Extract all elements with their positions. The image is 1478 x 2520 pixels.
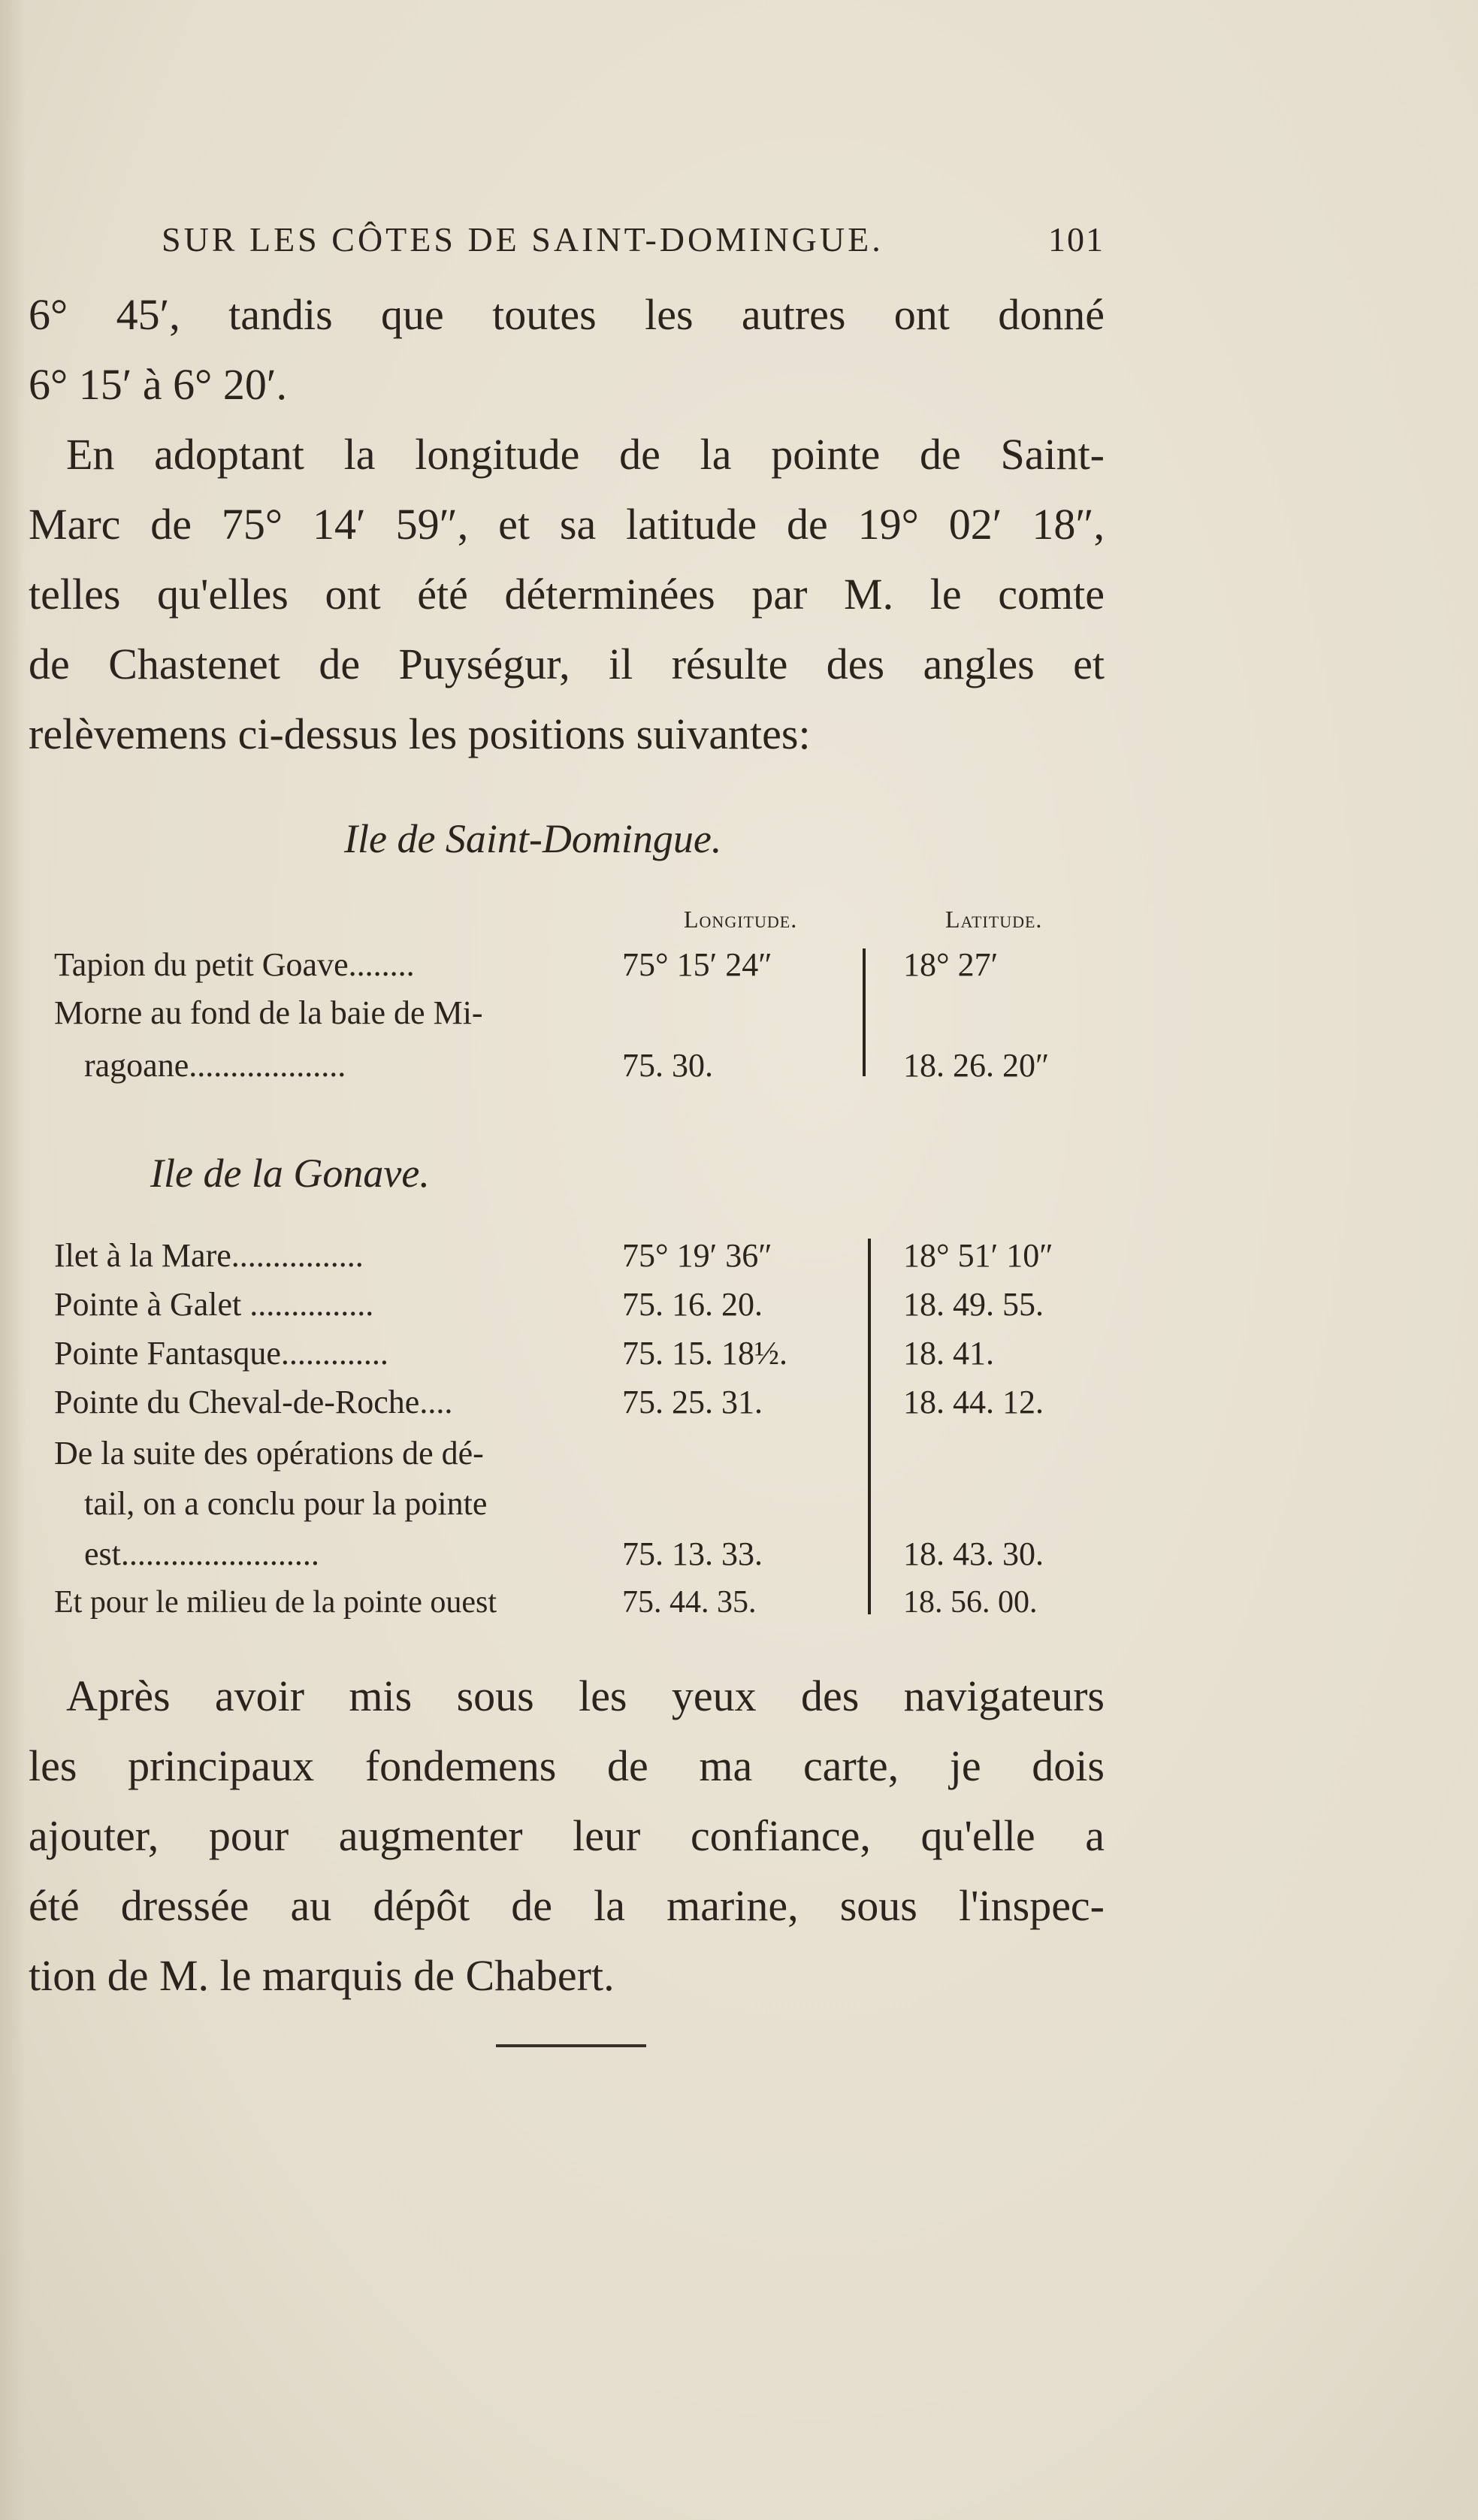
table-row bbox=[54, 1383, 1106, 1432]
table-row bbox=[54, 1334, 1106, 1384]
section-title-saint-domingue: Ile de Saint-Domingue. bbox=[344, 816, 722, 861]
latitude-value: 18. 43. 30. bbox=[903, 1535, 1044, 1572]
latitude-value: 18. 41. bbox=[903, 1335, 994, 1372]
table-row bbox=[54, 1484, 1106, 1534]
longitude-column-header: Longitude. bbox=[684, 906, 798, 933]
longitude-value: 75. 44. 35. bbox=[622, 1585, 757, 1620]
place-name: De la suite des opérations de dé- bbox=[54, 1435, 484, 1472]
section-title-gonave: Ile de la Gonave. bbox=[150, 1151, 430, 1196]
longitude-value: 75° 19′ 36″ bbox=[622, 1237, 772, 1274]
table-row bbox=[54, 1046, 1106, 1096]
running-title: SUR LES CÔTES DE SAINT-DOMINGUE. bbox=[162, 220, 884, 259]
closing-rule bbox=[496, 2044, 646, 2047]
positions-paragraph bbox=[29, 419, 1105, 769]
place-name: Pointe à Galet ............... bbox=[54, 1286, 374, 1323]
place-name: Morne au fond de la baie de Mi- bbox=[54, 994, 483, 1031]
longitude-value: 75. 13. 33. bbox=[622, 1535, 763, 1572]
table-row bbox=[54, 1535, 1106, 1584]
latitude-value: 18° 27′ bbox=[903, 946, 999, 983]
latitude-value: 18° 51′ 10″ bbox=[903, 1237, 1053, 1274]
text-line: Marc de 75° 14′ 59″, et sa latitude de 19° 02′ 18″, bbox=[29, 500, 1105, 549]
text-line: 6° 15′ à 6° 20′. bbox=[29, 360, 288, 409]
text-line: 6° 45′, tandis que toutes les autres ont donné bbox=[29, 290, 1105, 339]
text-line: tion de M. le marquis de Chabert. bbox=[29, 1951, 615, 2000]
table-row bbox=[54, 1584, 1106, 1634]
place-name: tail, on a conclu pour la pointe bbox=[84, 1485, 488, 1522]
text-line: les principaux fondemens de ma carte, je dois bbox=[29, 1741, 1105, 1790]
latitude-value: 18. 56. 00. bbox=[903, 1585, 1038, 1620]
intro-paragraph bbox=[29, 280, 1105, 419]
table-row bbox=[54, 945, 1106, 995]
closing-paragraph bbox=[29, 1661, 1105, 2010]
longitude-value: 75. 30. bbox=[622, 1047, 713, 1084]
text-line: ajouter, pour augmenter leur confiance, qu'elle a bbox=[29, 1811, 1105, 1860]
text-line: de Chastenet de Puységur, il résulte des angles et bbox=[29, 640, 1105, 688]
longitude-value: 75° 15′ 24″ bbox=[622, 946, 772, 983]
text-line: Après avoir mis sous les yeux des navigateurs bbox=[66, 1671, 1105, 1720]
longitude-value: 75. 16. 20. bbox=[622, 1286, 763, 1323]
text-line: relèvemens ci-dessus les positions suivantes: bbox=[29, 709, 811, 758]
place-name: ragoane................... bbox=[84, 1047, 346, 1084]
running-header bbox=[162, 219, 1105, 265]
latitude-value: 18. 26. 20″ bbox=[903, 1047, 1050, 1084]
place-name: Tapion du petit Goave........ bbox=[54, 946, 415, 983]
latitude-column-header: Latitude. bbox=[945, 906, 1043, 933]
longitude-value: 75. 15. 18½. bbox=[622, 1335, 787, 1372]
longitude-value: 75. 25. 31. bbox=[622, 1384, 763, 1420]
text-line: telles qu'elles ont été déterminées par M. le comte bbox=[29, 570, 1105, 619]
table-row bbox=[54, 994, 1106, 1043]
place-name: Ilet à la Mare................ bbox=[54, 1237, 364, 1274]
page-number: 101 bbox=[1048, 220, 1105, 259]
table-row bbox=[54, 1434, 1106, 1484]
text-line: En adoptant la longitude de la pointe de Saint- bbox=[66, 430, 1105, 479]
latitude-value: 18. 49. 55. bbox=[903, 1286, 1044, 1323]
place-name: Pointe du Cheval-de-Roche.... bbox=[54, 1384, 453, 1420]
table-row bbox=[54, 1236, 1106, 1286]
place-name: est........................ bbox=[84, 1535, 319, 1572]
latitude-value: 18. 44. 12. bbox=[903, 1384, 1044, 1420]
table-row bbox=[54, 1285, 1106, 1335]
place-name: Pointe Fantasque............. bbox=[54, 1335, 388, 1372]
text-line: été dressée au dépôt de la marine, sous l'inspec- bbox=[29, 1881, 1105, 1930]
place-name: Et pour le milieu de la pointe ouest bbox=[54, 1585, 497, 1620]
